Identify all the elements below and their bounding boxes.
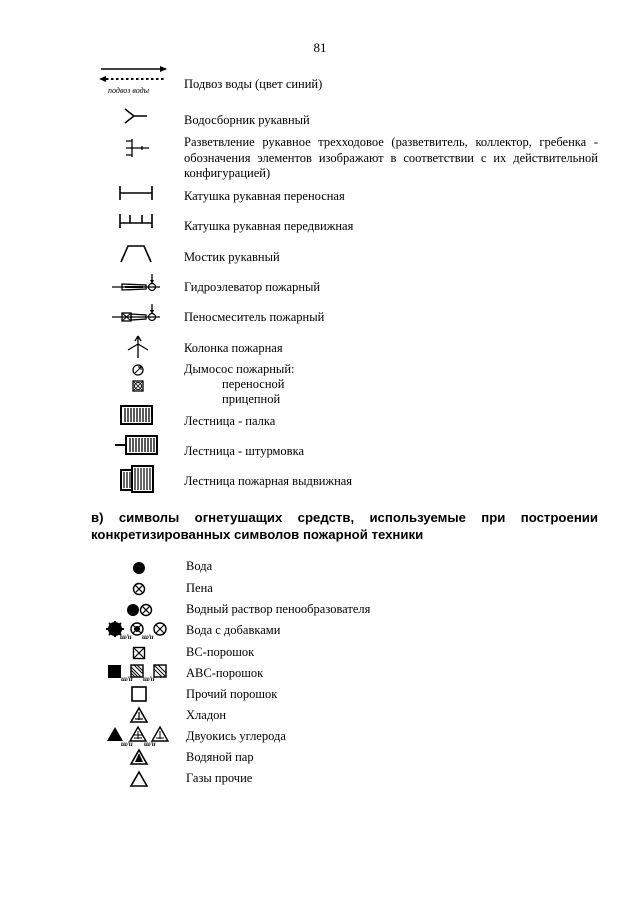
foam-mixer-icon: [110, 302, 162, 328]
symbol-label-portable-hose-reel: Катушка рукавная переносная: [184, 189, 345, 203]
agent-label-bc-powder: ВС-порошок: [186, 645, 255, 659]
other-powder-agent-icon: [130, 685, 148, 703]
foam-agent-icon: [131, 581, 147, 597]
agent-caption: ш/и: [120, 633, 132, 641]
bc-powder-agent-icon: [131, 645, 147, 661]
hose-collector-icon: [122, 105, 150, 127]
extension-ladder-icon: [120, 464, 156, 494]
agent-label-steam: Водяной пар: [186, 750, 254, 764]
section-heading: в) символы огнетушащих средств, используемые при построении конкретизированных символов пожарной техники: [91, 510, 598, 542]
symbol-label-fire-column: Колонка пожарная: [184, 341, 283, 355]
symbol-label-smoke-exhauster: Дымосос пожарный:: [184, 362, 295, 376]
portable-hose-reel-icon: [118, 184, 154, 202]
fire-column-icon: [124, 332, 152, 360]
smoke-exhauster-trailed-icon: [130, 378, 146, 394]
steam-agent-icon: [129, 748, 149, 766]
agent-label-co2: Двуокись углерода: [186, 729, 286, 743]
symbol-label-foam-mixer: Пеносмеситель пожарный: [184, 310, 325, 324]
symbol-label-hose-collector: Водосборник рукавный: [184, 113, 310, 127]
symbol-label-hook-ladder: Лестница - штурмовка: [184, 444, 305, 458]
symbol-label-mobile-hose-reel: Катушка рукавная передвижная: [184, 219, 354, 233]
mobile-hose-reel-icon: [118, 212, 154, 230]
agent-caption: ш/и: [143, 675, 155, 683]
water-additives-agent-icon: [104, 620, 170, 640]
agent-label-water-additives: Вода с добавками: [186, 623, 281, 637]
agent-label-other-gases: Газы прочие: [186, 771, 253, 785]
symbol-label-hydroelevator: Гидроэлеватор пожарный: [184, 280, 321, 294]
halon-agent-icon: [129, 706, 149, 724]
symbol-label-water-supply: Подвоз воды (цвет синий): [184, 77, 323, 91]
symbol-label-hose-bridge: Мостик рукавный: [184, 250, 280, 264]
foam-solution-agent-icon: [125, 602, 155, 618]
symbol-label-three-way-branch: Разветвление рукавное трехходовое (разветвитель, коллектор, гребенка - обозначения элементов изображают в соответствии с их действительной конфигурацией): [184, 135, 598, 180]
agent-label-other-powder: Прочий порошок: [186, 687, 278, 701]
hose-bridge-icon: [118, 242, 154, 264]
symbol-sub-portable: переносной: [222, 377, 285, 391]
agent-caption: ш/и: [121, 675, 133, 683]
hydroelevator-icon: [110, 272, 162, 298]
agent-label-water: Вода: [186, 559, 213, 573]
symbol-label-pole-ladder: Лестница - палка: [184, 414, 276, 428]
agent-caption: ш/и: [121, 740, 133, 748]
agent-caption: ш/и: [144, 740, 156, 748]
hook-ladder-icon: [114, 434, 160, 456]
agent-label-abc-powder: АВС-порошок: [186, 666, 264, 680]
co2-agent-icon: [106, 725, 170, 745]
agent-caption: ш/и: [142, 633, 154, 641]
other-gases-agent-icon: [129, 770, 149, 788]
symbol-sub-trailed: прицепной: [222, 392, 281, 406]
agent-label-foam: Пена: [186, 581, 213, 595]
page-number: 81: [313, 40, 327, 55]
water-supply-caption: подвоз воды: [108, 86, 150, 95]
water-agent-icon: [131, 560, 147, 576]
smoke-exhauster-portable-icon: [130, 362, 146, 378]
symbol-label-extension-ladder: Лестница пожарная выдвижная: [184, 474, 353, 488]
agent-label-foam-solution: Водный раствор пенообразователя: [186, 602, 371, 616]
agent-label-halon: Хладон: [186, 708, 227, 722]
abc-powder-agent-icon: [106, 662, 170, 682]
pole-ladder-icon: [120, 404, 154, 426]
three-way-branch-icon: [122, 136, 152, 160]
